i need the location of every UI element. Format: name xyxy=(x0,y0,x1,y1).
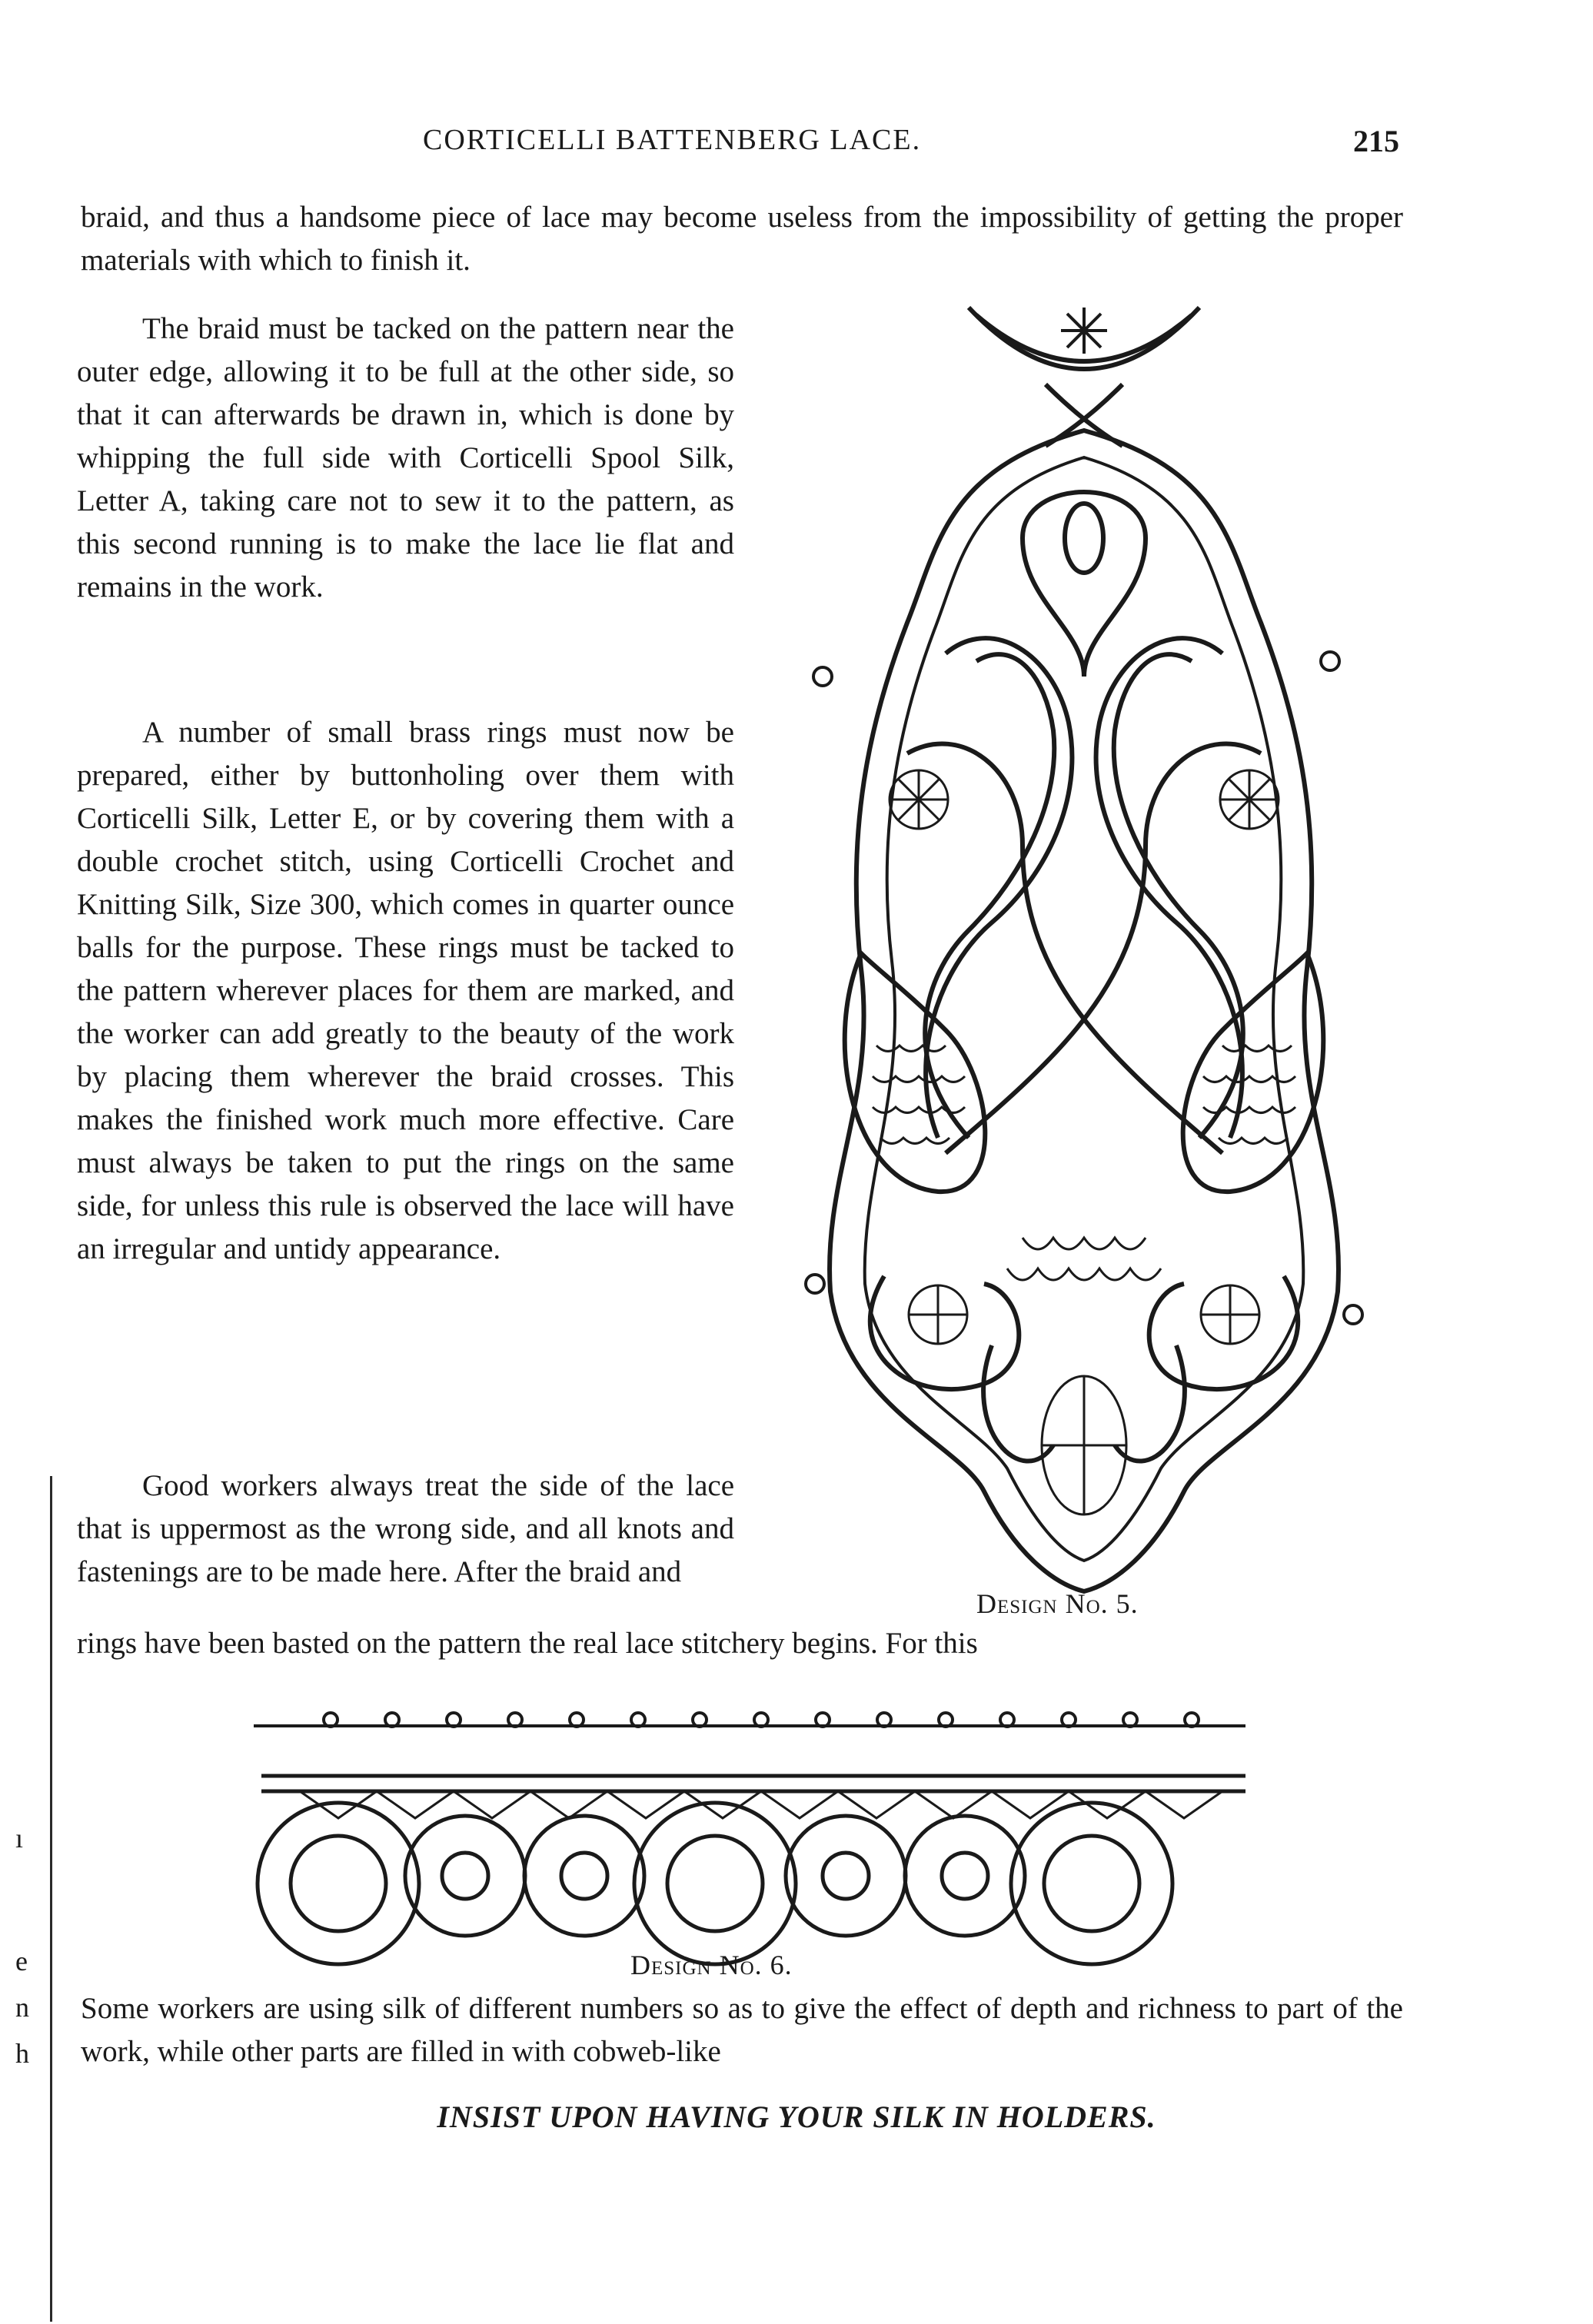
paragraph-continuation: rings have been basted on the pattern the real lace stitchery begins. For this xyxy=(77,1627,978,1660)
paragraph-some-workers: Some workers are using silk of different numbers so as to give the effect of depth and richness to part of the work, while other parts are filled in with cobweb-like xyxy=(81,1992,1403,2068)
caption-design-5: Design No. 5. xyxy=(976,1588,1139,1619)
design-6-figure xyxy=(254,1703,1253,1972)
design-5-figure xyxy=(792,292,1376,1599)
paragraph-good-workers: Good workers always treat the side of the lace that is uppermost as the wrong side, and all knots and fastenings are to be made here. After the braid and xyxy=(77,1469,734,1588)
margin-char: ı xyxy=(15,1823,24,1854)
footer-note: INSIST UPON HAVING YOUR SILK IN HOLDERS. xyxy=(437,2100,1156,2134)
page-number: 215 xyxy=(1353,124,1399,158)
margin-char: h xyxy=(15,2038,29,2069)
margin-char: n xyxy=(15,1992,29,2023)
paragraph-rings: A number of small brass rings must now be prepared, either by buttonholing over them with Corticelli Silk, Letter E, or by covering them with a double crochet stitch, using Corticelli Crochet and Knitting Silk, Size 300, which comes in quarter ounce balls for the purpose. These rings must be tacked to the pattern wherever places for them are marked, and the worker can add greatly to the beauty of the work by placing them wherever the braid crosses. This makes the finished work much more effective. Care must always be taken to put the rings on the same side, for unless this rule is observed the lace will have an irregular and untidy appearance. xyxy=(77,716,734,1265)
paragraph-braid: The braid must be tacked on the pattern near the outer edge, allowing it to be full at the other side, so that it can afterwards be drawn in, which is done by whipping the full side with Corticelli Spool Silk, Letter A, taking care not to sew it to the pattern, as this second running is to make the lace lie flat and remains in the work. xyxy=(77,312,734,603)
page-header xyxy=(69,123,1399,169)
running-title: CORTICELLI BATTENBERG LACE. xyxy=(423,124,922,156)
margin-char: e xyxy=(15,1946,28,1977)
binding-rule xyxy=(50,1476,52,2322)
caption-design-6: Design No. 6. xyxy=(630,1950,793,1980)
paragraph-intro: braid, and thus a handsome piece of lace may become useless from the impossibility of getting the proper materials with which to finish it. xyxy=(81,201,1403,277)
